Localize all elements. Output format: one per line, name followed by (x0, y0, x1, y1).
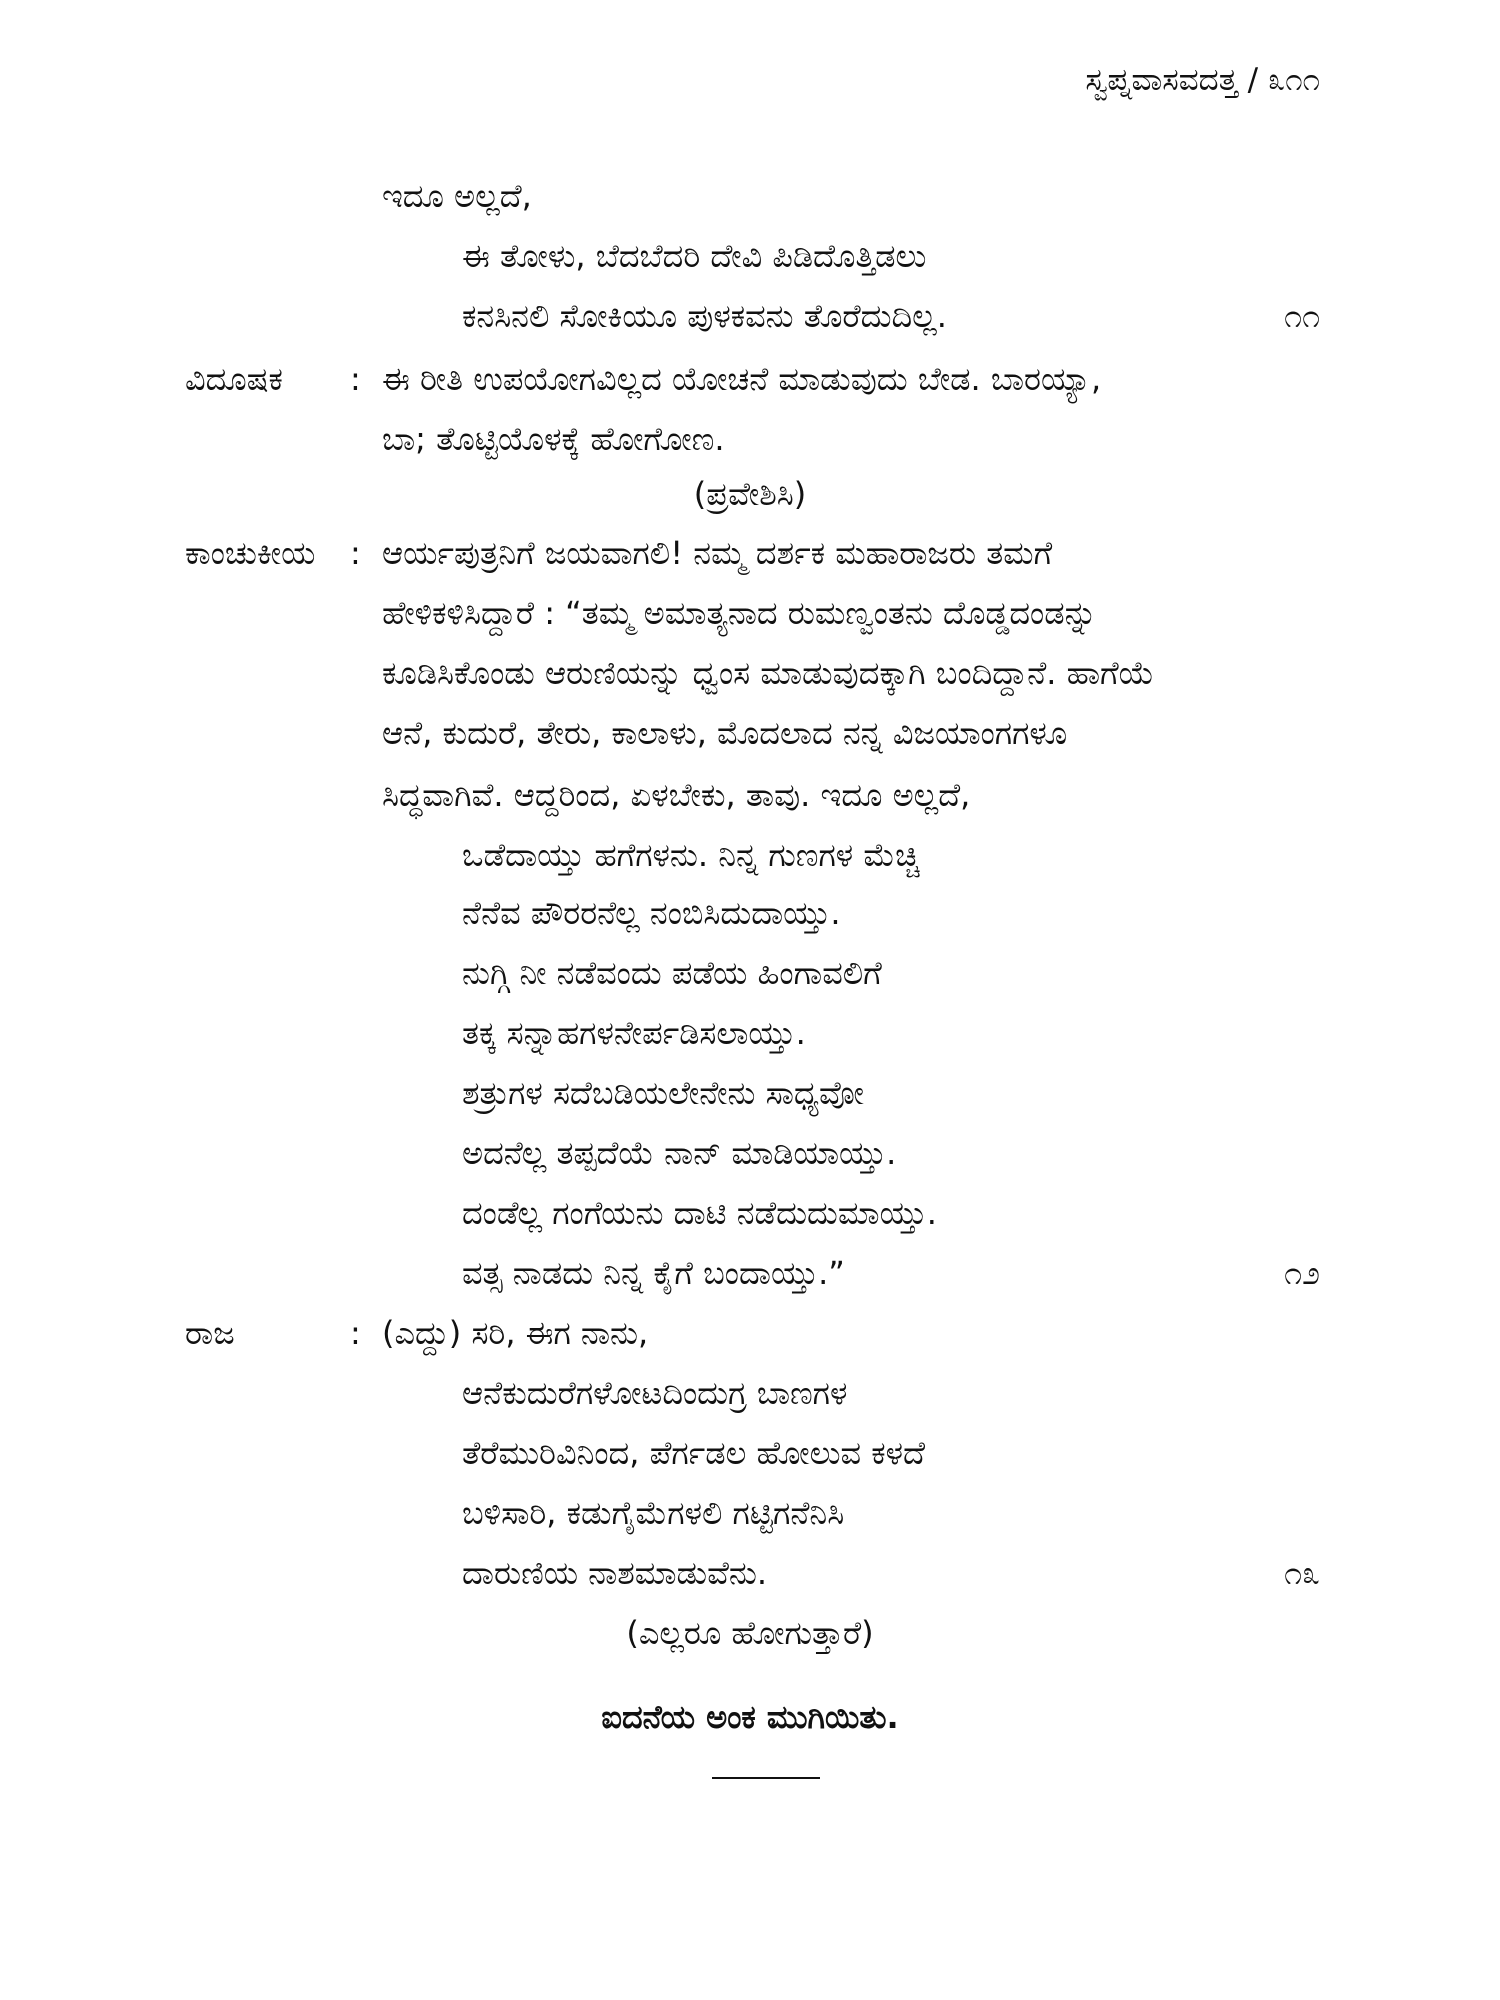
verse-line: ಈ ತೋಳು, ಬೆದಬೆದರಿ ದೇವಿ ಪಿಡಿದೊತ್ತಿಡಲು (462, 237, 927, 275)
speaker-raja: ರಾಜ (185, 1314, 235, 1352)
dialogue-line: ಹೇಳಿಕಳಿಸಿದ್ದಾರೆ : “ತಮ್ಮ ಅಮಾತ್ಯನಾದ ರುಮಣ್ವಂತನು ದೊಡ್ಡದಂಡನ್ನು (382, 594, 1097, 632)
end-rule (712, 1777, 820, 1779)
dialogue-line: ಕೂಡಿಸಿಕೊಂಡು ಆರುಣಿಯನ್ನು ಧ್ವಂಸ ಮಾಡುವುದಕ್ಕಾಗಿ ಬಂದಿದ್ದಾನೆ. ಹಾಗೆಯೆ (382, 654, 1155, 692)
dialogue-line: ಈ ರೀತಿ ಉಪಯೋಗವಿಲ್ಲದ ಯೋಚನೆ ಮಾಡುವುದು ಬೇಡ. ಬಾರಯ್ಯಾ, (382, 360, 1102, 398)
speaker-colon: : (350, 360, 361, 398)
speaker-vidushaka: ವಿದೂಷಕ (185, 360, 283, 398)
verse-line: ನೆನೆವ ಪೌರರನೆಲ್ಲ ನಂಬಿಸಿದುದಾಯ್ತು. (462, 894, 841, 932)
verse-line: ದಾರುಣಿಯ ನಾಶಮಾಡುವೆನು. (462, 1554, 768, 1592)
text-line: ಇದೂ ಅಲ್ಲದೆ, (382, 177, 532, 215)
dialogue-line: (ಎದ್ದು) ಸರಿ, ಈಗ ನಾನು, (382, 1314, 649, 1352)
verse-line: ಅದನೆಲ್ಲ ತಪ್ಪದೆಯೆ ನಾನ್ ಮಾಡಿಯಾಯ್ತು. (462, 1134, 897, 1172)
dialogue-line: ಆನೆ, ಕುದುರೆ, ತೇರು, ಕಾಲಾಳು, ಮೊದಲಾದ ನನ್ನ ವಿಜಯಾಂಗಗಳೂ (382, 714, 1068, 752)
dialogue-line: ಆರ್ಯಪುತ್ರನಿಗೆ ಜಯವಾಗಲಿ! ನಮ್ಮ ದರ್ಶಕ ಮಹಾರಾಜರು ತಮಗೆ (382, 534, 1053, 572)
verse-number: ೧೨ (1284, 1254, 1320, 1292)
running-header: ಸ್ವಪ್ನವಾಸವದತ್ತ / ೩೧೧ (1085, 62, 1320, 98)
act-end-heading: ಐದನೆಯ ಅಂಕ ಮುಗಿಯಿತು. (601, 1698, 899, 1736)
verse-line: ಬಳಿಸಾರಿ, ಕಡುಗೈಮೆಗಳಲಿ ಗಟ್ಟಿಗನೆನಿಸಿ (462, 1494, 845, 1532)
verse-line: ದಂಡೆಲ್ಲ ಗಂಗೆಯನು ದಾಟಿ ನಡೆದುದುಮಾಯ್ತು. (462, 1194, 937, 1232)
dialogue-line: ಸಿದ್ಧವಾಗಿವೆ. ಆದ್ದರಿಂದ, ಏಳಬೇಕು, ತಾವು. ಇದೂ ಅಲ್ಲದೆ, (382, 776, 971, 814)
verse-number: ೧೩ (1284, 1554, 1320, 1592)
speaker-colon: : (350, 1314, 361, 1352)
verse-line: ತೆರೆಮುರಿವಿನಿಂದ, ಪೆರ್ಗಡಲ ಹೋಲುವ ಕಳದೆ (462, 1434, 925, 1472)
dialogue-line: ಬಾ; ತೊಟ್ಟಿಯೊಳಕ್ಕೆ ಹೋಗೋಣ. (382, 420, 725, 458)
speaker-colon: : (350, 534, 361, 572)
verse-line: ಒಡೆದಾಯ್ತು ಹಗೆಗಳನು. ನಿನ್ನ ಗುಣಗಳ ಮೆಚ್ಚಿ (462, 836, 920, 874)
stage-direction: (ಎಲ್ಲರೂ ಹೋಗುತ್ತಾರೆ) (626, 1614, 874, 1652)
verse-line: ತಕ್ಕ ಸನ್ನಾಹಗಳನೇರ್ಪಡಿಸಲಾಯ್ತು. (462, 1014, 806, 1052)
stage-direction: (ಪ್ರವೇಶಿಸಿ) (693, 475, 807, 513)
verse-line: ವತ್ಸ ನಾಡದು ನಿನ್ನ ಕೈಗೆ ಬಂದಾಯ್ತು.” (462, 1254, 845, 1292)
verse-line: ಕನಸಿನಲಿ ಸೋಕಿಯೂ ಪುಳಕವನು ತೊರೆದುದಿಲ್ಲ. (462, 297, 947, 335)
verse-number: ೧೧ (1284, 297, 1320, 335)
verse-line: ನುಗ್ಗಿ ನೀ ನಡೆವಂದು ಪಡೆಯ ಹಿಂಗಾವಲಿಗೆ (462, 954, 882, 992)
verse-line: ಶತ್ರುಗಳ ಸದೆಬಡಿಯಲೇನೇನು ಸಾಧ್ಯವೋ (462, 1074, 865, 1112)
verse-line: ಆನೆಕುದುರೆಗಳೋಟದಿಂದುಗ್ರ ಬಾಣಗಳ (462, 1374, 848, 1412)
speaker-kanchukiya: ಕಾಂಚುಕೀಯ (185, 534, 316, 572)
